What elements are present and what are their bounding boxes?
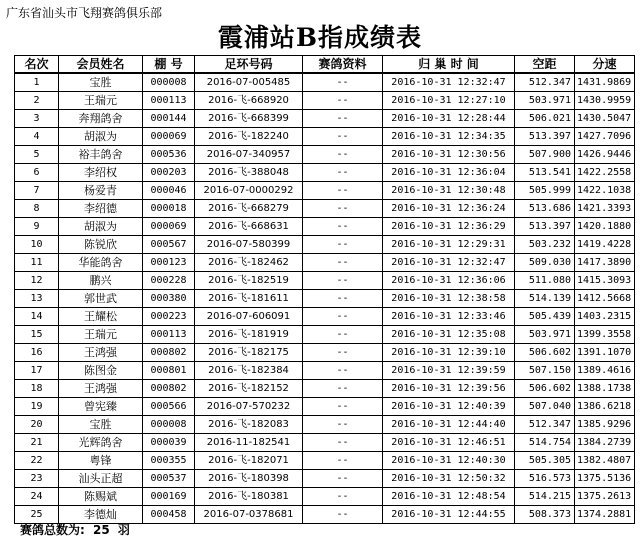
- cell-speed: 1399.3558: [575, 326, 635, 344]
- cell-loft-id: 000228: [143, 272, 195, 290]
- cell-rank: 11: [15, 254, 59, 272]
- cell-arrival-time: 2016-10-31 12:33:46: [383, 308, 515, 326]
- cell-bird-info: --: [303, 254, 383, 272]
- table-row: [15, 128, 635, 146]
- cell-member-name: 陈赐斌: [59, 488, 143, 506]
- cell-rank: 25: [15, 506, 59, 524]
- cell-speed: 1375.2613: [575, 488, 635, 506]
- cell-arrival-time: 2016-10-31 12:50:32: [383, 470, 515, 488]
- table-row: [15, 308, 635, 326]
- column-header-ring-number: 足环号码: [195, 56, 303, 74]
- cell-loft-id: 000018: [143, 200, 195, 218]
- cell-speed: 1412.5668: [575, 290, 635, 308]
- cell-member-name: 粤锋: [59, 452, 143, 470]
- cell-ring-number: 2016-07-580399: [195, 236, 303, 254]
- cell-speed: 1417.3890: [575, 254, 635, 272]
- cell-bird-info: --: [303, 182, 383, 200]
- cell-loft-id: 000113: [143, 326, 195, 344]
- cell-bird-info: --: [303, 290, 383, 308]
- cell-member-name: 李德灿: [59, 506, 143, 524]
- table-row: [15, 200, 635, 218]
- table-row: [15, 362, 635, 380]
- cell-bird-info: --: [303, 398, 383, 416]
- cell-distance: 514.139: [515, 290, 575, 308]
- cell-ring-number: 2016-07-005485: [195, 73, 303, 92]
- cell-ring-number: 2016-飞-181611: [195, 290, 303, 308]
- cell-member-name: 李绍权: [59, 164, 143, 182]
- cell-ring-number: 2016-飞-182175: [195, 344, 303, 362]
- header-row: [15, 56, 635, 74]
- cell-rank: 15: [15, 326, 59, 344]
- cell-speed: 1415.3093: [575, 272, 635, 290]
- cell-arrival-time: 2016-10-31 12:40:30: [383, 452, 515, 470]
- cell-loft-id: 000203: [143, 164, 195, 182]
- cell-bird-info: --: [303, 362, 383, 380]
- cell-bird-info: --: [303, 128, 383, 146]
- cell-rank: 2: [15, 92, 59, 110]
- cell-ring-number: 2016-飞-668279: [195, 200, 303, 218]
- cell-member-name: 宝胜: [59, 416, 143, 434]
- cell-member-name: 李绍德: [59, 200, 143, 218]
- table-row: [15, 164, 635, 182]
- cell-ring-number: 2016-飞-182384: [195, 362, 303, 380]
- cell-member-name: 裕丰鸽舍: [59, 146, 143, 164]
- cell-rank: 24: [15, 488, 59, 506]
- cell-speed: 1386.6218: [575, 398, 635, 416]
- cell-speed: 1384.2739: [575, 434, 635, 452]
- cell-speed: 1419.4228: [575, 236, 635, 254]
- cell-bird-info: --: [303, 416, 383, 434]
- table-row: [15, 506, 635, 524]
- cell-speed: 1403.2315: [575, 308, 635, 326]
- total-count-line: [20, 522, 134, 538]
- cell-distance: 507.150: [515, 362, 575, 380]
- total-count-unit: 羽: [117, 523, 130, 537]
- table-row: [15, 416, 635, 434]
- cell-distance: 506.602: [515, 380, 575, 398]
- cell-ring-number: 2016-飞-668920: [195, 92, 303, 110]
- cell-distance: 503.232: [515, 236, 575, 254]
- cell-speed: 1422.1038: [575, 182, 635, 200]
- cell-bird-info: --: [303, 344, 383, 362]
- cell-bird-info: --: [303, 146, 383, 164]
- cell-speed: 1431.9869: [575, 73, 635, 92]
- cell-arrival-time: 2016-10-31 12:39:59: [383, 362, 515, 380]
- cell-rank: 16: [15, 344, 59, 362]
- cell-ring-number: 2016-飞-182519: [195, 272, 303, 290]
- cell-speed: 1388.1738: [575, 380, 635, 398]
- cell-speed: 1420.1880: [575, 218, 635, 236]
- cell-member-name: 陈锐欣: [59, 236, 143, 254]
- cell-loft-id: 000801: [143, 362, 195, 380]
- cell-distance: 512.347: [515, 73, 575, 92]
- cell-loft-id: 000039: [143, 434, 195, 452]
- cell-arrival-time: 2016-10-31 12:30:56: [383, 146, 515, 164]
- cell-speed: 1389.4616: [575, 362, 635, 380]
- column-header-arrival-time: 归 巢 时 间: [383, 56, 515, 74]
- table-row: [15, 380, 635, 398]
- cell-distance: 507.040: [515, 398, 575, 416]
- cell-rank: 5: [15, 146, 59, 164]
- cell-loft-id: 000458: [143, 506, 195, 524]
- cell-bird-info: --: [303, 164, 383, 182]
- cell-rank: 23: [15, 470, 59, 488]
- table-row: [15, 146, 635, 164]
- cell-arrival-time: 2016-10-31 12:28:44: [383, 110, 515, 128]
- cell-arrival-time: 2016-10-31 12:27:10: [383, 92, 515, 110]
- cell-bird-info: --: [303, 488, 383, 506]
- cell-member-name: 王瑞元: [59, 92, 143, 110]
- cell-distance: 506.021: [515, 110, 575, 128]
- cell-speed: 1374.2881: [575, 506, 635, 524]
- cell-speed: 1375.5136: [575, 470, 635, 488]
- total-count-label: 赛鸽总数为:: [20, 523, 85, 537]
- cell-ring-number: 2016-飞-182462: [195, 254, 303, 272]
- table-row: [15, 218, 635, 236]
- cell-rank: 17: [15, 362, 59, 380]
- cell-member-name: 杨爱青: [59, 182, 143, 200]
- cell-bird-info: --: [303, 73, 383, 92]
- cell-ring-number: 2016-飞-181919: [195, 326, 303, 344]
- cell-distance: 513.686: [515, 200, 575, 218]
- cell-rank: 22: [15, 452, 59, 470]
- cell-arrival-time: 2016-10-31 12:38:58: [383, 290, 515, 308]
- cell-distance: 514.215: [515, 488, 575, 506]
- cell-speed: 1421.3393: [575, 200, 635, 218]
- column-header-bird-info: 赛鸽资料: [303, 56, 383, 74]
- cell-speed: 1391.1070: [575, 344, 635, 362]
- table-row: [15, 290, 635, 308]
- table-row: [15, 92, 635, 110]
- cell-loft-id: 000355: [143, 452, 195, 470]
- cell-arrival-time: 2016-10-31 12:36:04: [383, 164, 515, 182]
- cell-member-name: 曾宪臻: [59, 398, 143, 416]
- cell-arrival-time: 2016-10-31 12:44:55: [383, 506, 515, 524]
- cell-distance: 506.602: [515, 344, 575, 362]
- cell-ring-number: 2016-07-606091: [195, 308, 303, 326]
- cell-loft-id: 000802: [143, 344, 195, 362]
- column-header-loft-id: 棚 号: [143, 56, 195, 74]
- cell-bird-info: --: [303, 218, 383, 236]
- cell-bird-info: --: [303, 470, 383, 488]
- cell-member-name: 胡淑为: [59, 128, 143, 146]
- cell-rank: 8: [15, 200, 59, 218]
- cell-loft-id: 000008: [143, 416, 195, 434]
- cell-loft-id: 000123: [143, 254, 195, 272]
- cell-bird-info: --: [303, 200, 383, 218]
- cell-arrival-time: 2016-10-31 12:48:54: [383, 488, 515, 506]
- cell-arrival-time: 2016-10-31 12:44:40: [383, 416, 515, 434]
- cell-ring-number: 2016-飞-182152: [195, 380, 303, 398]
- cell-loft-id: 000537: [143, 470, 195, 488]
- cell-arrival-time: 2016-10-31 12:36:24: [383, 200, 515, 218]
- cell-ring-number: 2016-11-182541: [195, 434, 303, 452]
- cell-distance: 503.971: [515, 92, 575, 110]
- column-header-rank: 名次: [15, 56, 59, 74]
- cell-loft-id: 000223: [143, 308, 195, 326]
- table-row: [15, 326, 635, 344]
- cell-bird-info: --: [303, 326, 383, 344]
- cell-arrival-time: 2016-10-31 12:34:35: [383, 128, 515, 146]
- cell-loft-id: 000069: [143, 218, 195, 236]
- cell-speed: 1422.2558: [575, 164, 635, 182]
- cell-distance: 512.347: [515, 416, 575, 434]
- cell-ring-number: 2016-飞-388048: [195, 164, 303, 182]
- cell-distance: 505.439: [515, 308, 575, 326]
- cell-speed: 1385.9296: [575, 416, 635, 434]
- cell-bird-info: --: [303, 236, 383, 254]
- table-row: [15, 272, 635, 290]
- column-header-distance: 空距: [515, 56, 575, 74]
- cell-arrival-time: 2016-10-31 12:39:10: [383, 344, 515, 362]
- cell-member-name: 胡淑为: [59, 218, 143, 236]
- cell-arrival-time: 2016-10-31 12:39:56: [383, 380, 515, 398]
- table-body: [15, 73, 635, 524]
- cell-loft-id: 000802: [143, 380, 195, 398]
- cell-ring-number: 2016-07-0378681: [195, 506, 303, 524]
- cell-loft-id: 000169: [143, 488, 195, 506]
- cell-arrival-time: 2016-10-31 12:32:47: [383, 73, 515, 92]
- cell-bird-info: --: [303, 380, 383, 398]
- column-header-member-name: 会员姓名: [59, 56, 143, 74]
- cell-member-name: 王瑞元: [59, 326, 143, 344]
- cell-distance: 513.397: [515, 128, 575, 146]
- cell-rank: 12: [15, 272, 59, 290]
- cell-ring-number: 2016-飞-180398: [195, 470, 303, 488]
- cell-rank: 9: [15, 218, 59, 236]
- cell-speed: 1430.5047: [575, 110, 635, 128]
- cell-rank: 20: [15, 416, 59, 434]
- cell-arrival-time: 2016-10-31 12:29:31: [383, 236, 515, 254]
- cell-ring-number: 2016-飞-180381: [195, 488, 303, 506]
- cell-distance: 505.999: [515, 182, 575, 200]
- cell-member-name: 华能鸽舍: [59, 254, 143, 272]
- table-row: [15, 470, 635, 488]
- cell-rank: 4: [15, 128, 59, 146]
- cell-ring-number: 2016-飞-182071: [195, 452, 303, 470]
- cell-rank: 13: [15, 290, 59, 308]
- cell-loft-id: 000008: [143, 73, 195, 92]
- table-row: [15, 110, 635, 128]
- cell-ring-number: 2016-飞-668631: [195, 218, 303, 236]
- cell-arrival-time: 2016-10-31 12:40:39: [383, 398, 515, 416]
- table-row: [15, 236, 635, 254]
- cell-distance: 508.373: [515, 506, 575, 524]
- cell-member-name: 王耀松: [59, 308, 143, 326]
- cell-speed: 1427.7096: [575, 128, 635, 146]
- cell-loft-id: 000046: [143, 182, 195, 200]
- cell-loft-id: 000567: [143, 236, 195, 254]
- cell-loft-id: 000536: [143, 146, 195, 164]
- table-row: [15, 344, 635, 362]
- cell-distance: 513.397: [515, 218, 575, 236]
- cell-member-name: 郭世武: [59, 290, 143, 308]
- cell-distance: 503.971: [515, 326, 575, 344]
- cell-member-name: 汕头正超: [59, 470, 143, 488]
- results-table: [14, 55, 635, 524]
- cell-member-name: 宝胜: [59, 73, 143, 92]
- cell-member-name: 奔翔鸽舍: [59, 110, 143, 128]
- cell-bird-info: --: [303, 506, 383, 524]
- cell-arrival-time: 2016-10-31 12:30:48: [383, 182, 515, 200]
- cell-bird-info: --: [303, 308, 383, 326]
- cell-rank: 14: [15, 308, 59, 326]
- table-row: [15, 452, 635, 470]
- cell-arrival-time: 2016-10-31 12:46:51: [383, 434, 515, 452]
- cell-distance: 513.541: [515, 164, 575, 182]
- table-row: [15, 398, 635, 416]
- total-count-value: 25: [93, 523, 110, 537]
- column-header-speed: 分速: [575, 56, 635, 74]
- club-name: 广东省汕头市飞翔赛鸽俱乐部: [6, 6, 163, 20]
- cell-ring-number: 2016-07-570232: [195, 398, 303, 416]
- cell-speed: 1430.9959: [575, 92, 635, 110]
- cell-ring-number: 2016-飞-182240: [195, 128, 303, 146]
- cell-ring-number: 2016-飞-668399: [195, 110, 303, 128]
- cell-distance: 505.305: [515, 452, 575, 470]
- cell-distance: 507.900: [515, 146, 575, 164]
- cell-member-name: 王鸿强: [59, 344, 143, 362]
- cell-bird-info: --: [303, 434, 383, 452]
- cell-loft-id: 000566: [143, 398, 195, 416]
- cell-member-name: 王鸿强: [59, 380, 143, 398]
- page-title: 霞浦站B指成绩表: [217, 23, 423, 52]
- table-row: [15, 488, 635, 506]
- cell-speed: 1426.9446: [575, 146, 635, 164]
- cell-arrival-time: 2016-10-31 12:32:47: [383, 254, 515, 272]
- cell-rank: 18: [15, 380, 59, 398]
- cell-rank: 6: [15, 164, 59, 182]
- cell-rank: 3: [15, 110, 59, 128]
- table-row: [15, 182, 635, 200]
- cell-bird-info: --: [303, 92, 383, 110]
- cell-rank: 1: [15, 73, 59, 92]
- table-row: [15, 434, 635, 452]
- cell-rank: 7: [15, 182, 59, 200]
- cell-arrival-time: 2016-10-31 12:36:29: [383, 218, 515, 236]
- cell-arrival-time: 2016-10-31 12:36:06: [383, 272, 515, 290]
- cell-distance: 516.573: [515, 470, 575, 488]
- cell-loft-id: 000069: [143, 128, 195, 146]
- cell-loft-id: 000380: [143, 290, 195, 308]
- cell-ring-number: 2016-飞-182083: [195, 416, 303, 434]
- cell-distance: 509.030: [515, 254, 575, 272]
- cell-loft-id: 000113: [143, 92, 195, 110]
- cell-member-name: 陈图金: [59, 362, 143, 380]
- cell-arrival-time: 2016-10-31 12:35:08: [383, 326, 515, 344]
- cell-speed: 1382.4807: [575, 452, 635, 470]
- cell-rank: 10: [15, 236, 59, 254]
- cell-bird-info: --: [303, 110, 383, 128]
- cell-bird-info: --: [303, 272, 383, 290]
- cell-member-name: 光辉鸽舍: [59, 434, 143, 452]
- cell-bird-info: --: [303, 452, 383, 470]
- cell-member-name: 鹏兴: [59, 272, 143, 290]
- table-row: [15, 254, 635, 272]
- cell-distance: 511.080: [515, 272, 575, 290]
- cell-ring-number: 2016-07-0000292: [195, 182, 303, 200]
- cell-loft-id: 000144: [143, 110, 195, 128]
- cell-rank: 21: [15, 434, 59, 452]
- cell-distance: 514.754: [515, 434, 575, 452]
- table-row: [15, 73, 635, 92]
- cell-rank: 19: [15, 398, 59, 416]
- cell-ring-number: 2016-07-340957: [195, 146, 303, 164]
